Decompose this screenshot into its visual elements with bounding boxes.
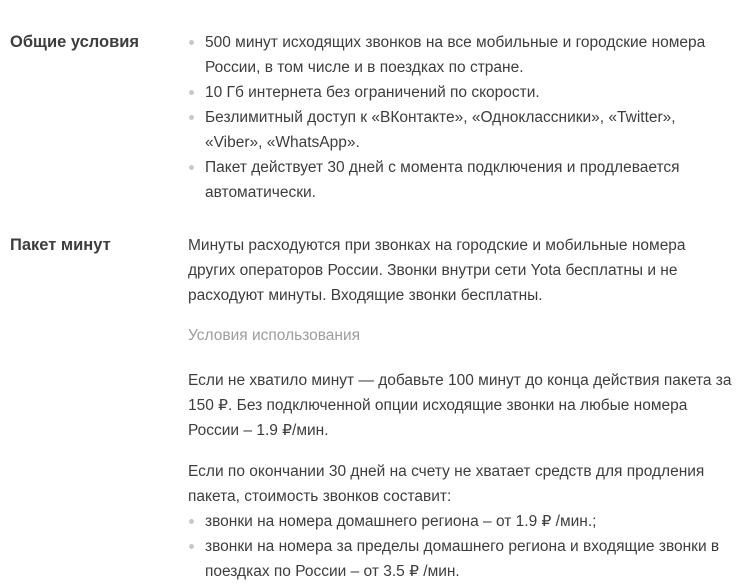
section-minutes-package-content-column: [188, 233, 737, 584]
list-item: [188, 105, 737, 155]
section-general-terms-content-column: [188, 30, 737, 205]
list-item: [188, 509, 737, 534]
list-item: [188, 534, 737, 584]
list-item-text: звонки на номера домашнего региона – от 1.9 ₽ /мин.;: [205, 513, 597, 530]
general-terms-heading: Общие условия: [10, 33, 140, 51]
bullet-dot-icon: [189, 115, 194, 120]
section-general-terms: [10, 30, 737, 205]
list-item-text: Безлимитный доступ к «ВКонтакте», «Одноклассники», «Twitter», «Viber», «WhatsApp».: [205, 109, 676, 151]
list-item: [188, 155, 737, 205]
list-item: [188, 30, 737, 80]
section-minutes-package: [10, 233, 737, 584]
general-terms-bullet-list: [188, 30, 737, 205]
bullet-dot-icon: [189, 90, 194, 95]
bullet-dot-icon: [189, 544, 194, 549]
minutes-package-heading: Пакет минут: [10, 236, 111, 254]
minutes-usage-description: Минуты расходуются при звонках на городские и мобильные номера других операторов России. Звонки внутри сети Yota бесплатны и не расходуют минуты. Входящие звонки бесплатны.: [188, 237, 686, 304]
package-expiry-paragraph: Если по окончании 30 дней на счету не хватает средств для продления пакета, стоимость звонков составит:: [188, 463, 705, 505]
list-item-text: звонки на номера за пределы домашнего региона и входящие звонки в поездках по России – от 3.5 ₽ /мин.: [205, 538, 720, 580]
bullet-dot-icon: [189, 40, 194, 45]
section-general-terms-heading-column: [10, 30, 188, 55]
call-rates-bullet-list: [188, 509, 737, 584]
list-item-text: Пакет действует 30 дней с момента подключения и продлевается автоматически.: [205, 159, 680, 201]
list-item-text: 500 минут исходящих звонков на все мобильные и городские номера России, в том числе и в поездках по стране.: [205, 34, 706, 76]
list-item-text: 10 Гб интернета без ограничений по скорости.: [205, 84, 540, 101]
bullet-dot-icon: [189, 165, 194, 170]
bullet-dot-icon: [189, 519, 194, 524]
section-minutes-package-heading-column: [10, 233, 188, 258]
minutes-addon-paragraph: Если не хватило минут — добавьте 100 минут до конца действия пакета за 150 ₽. Без подключенной опции исходящие звонки на любые номера России – 1.9 ₽/мин.: [188, 372, 732, 439]
usage-terms-subheading: Условия использования: [188, 327, 361, 344]
list-item: [188, 80, 737, 105]
